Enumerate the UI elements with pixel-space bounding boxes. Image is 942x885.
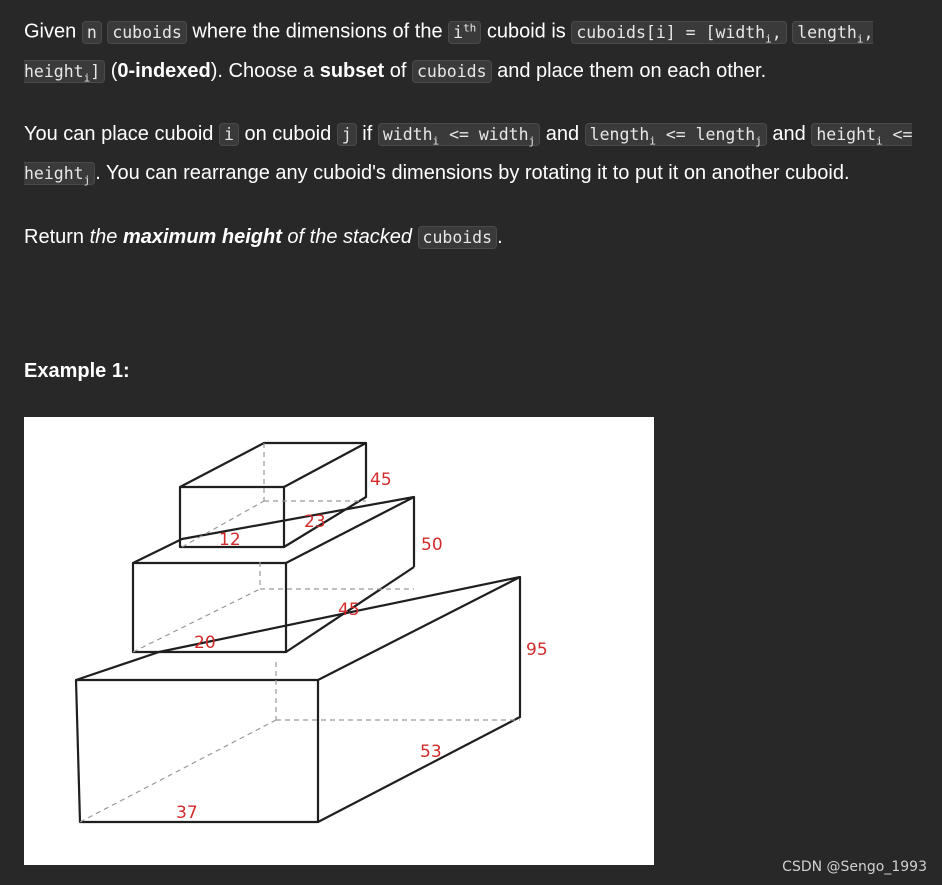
bottom-height-label: 95 [526,640,548,660]
code-cuboids: cuboids [412,60,492,83]
subscript: i [83,71,91,85]
text: and place them on each other. [491,59,767,82]
text: ( [105,59,118,82]
code-text: width [382,125,433,145]
top-height-label: 45 [370,470,392,490]
italic-text: of the stacked [281,225,412,248]
watermark: CSDN @Sengo_1993 [782,859,927,875]
code-cuboids: cuboids [418,226,498,249]
bottom-cuboid-front [76,680,318,822]
code-cuboids: cuboids [107,21,187,44]
stacked-cuboids-illustration [24,417,654,865]
code-text: <= length [655,125,756,145]
middle-cuboid-top [133,497,414,563]
text: and [766,123,812,146]
paragraph-3 [24,221,924,254]
text: You can place cuboid [24,123,219,146]
text: ). Choose a [210,59,320,82]
bold-italic-text: maximum height [122,225,282,248]
subscript: i [875,134,883,148]
example-heading: Example 1: [24,360,130,382]
paragraph-2 [24,118,924,197]
code-width-condition [378,123,540,146]
code-text: cuboids[i] = [width [576,22,766,42]
subscript: i [765,31,772,45]
superscript: th [463,21,477,34]
bold-text: subset [319,59,385,82]
code-n: n [82,21,102,44]
code-text: length [589,125,650,145]
subscript: i [856,31,864,45]
text: Given [24,20,82,43]
text: . [497,225,503,248]
code-text: ] [90,61,101,81]
code-text: i [453,22,464,42]
text: if [356,123,378,146]
subscript: j [528,134,536,148]
text: Return [24,225,90,248]
bold-text: 0-indexed [117,59,211,82]
subscript: i [432,134,440,148]
top-width-label: 23 [304,512,326,532]
code-text: <= width [439,125,529,145]
code-j: j [337,123,357,146]
subscript: j [83,173,91,187]
code-ith [448,21,481,44]
code-text: height [816,125,876,145]
example-figure [24,417,654,865]
text: where the dimensions of the [186,20,449,43]
text [412,226,418,248]
code-text: <= height [24,125,913,184]
middle-length-label: 20 [194,633,216,653]
text: of [384,59,412,82]
code-text: , height [24,22,874,81]
bottom-length-label: 37 [176,803,198,823]
code-cuboid-definition-1 [571,21,786,44]
subscript: j [755,134,762,148]
code-text: , [771,22,782,42]
bottom-width-label: 53 [420,742,442,762]
italic-text: the [89,225,123,248]
top-length-label: 12 [219,530,241,550]
code-length-condition [585,123,767,146]
code-i: i [219,123,239,146]
problem-description [24,12,924,254]
top-cuboid-top [180,443,366,487]
bottom-cuboid-top [76,577,520,680]
code-text: length [797,22,857,42]
paragraph-1 [24,12,924,94]
text: . You can rearrange any cuboid's dimensions by rotating it to put it on another cuboid. [95,162,850,185]
middle-width-label: 45 [338,600,360,620]
text: cuboid is [481,20,572,43]
text: on cuboid [238,123,337,146]
text: and [540,123,585,146]
middle-height-label: 50 [421,535,443,555]
subscript: i [649,134,656,148]
